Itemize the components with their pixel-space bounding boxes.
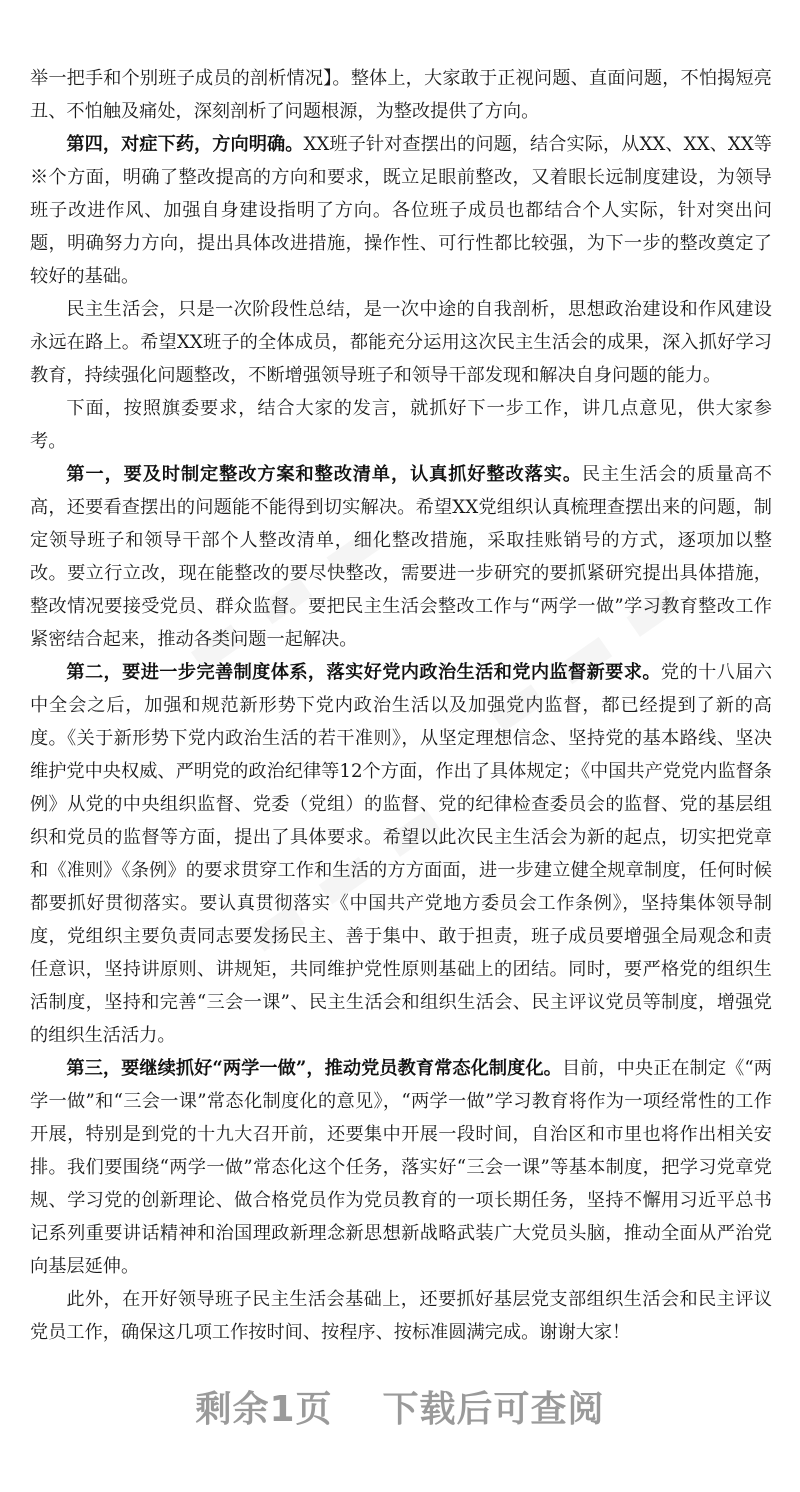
paragraph-6	[30, 656, 772, 1052]
remaining-pages-label: 剩余1页	[195, 1389, 333, 1430]
document-body	[30, 62, 772, 1349]
remaining-pages-banner[interactable]	[0, 1384, 800, 1436]
paragraph-text: 举一把手和个别班子成员的剖析情况】。整体上，大家敢于正视问题、直面问题，不怕揭短亮丑、不怕触及痛处，深刻剖析了问题根源，为整改提供了方向。	[30, 68, 772, 122]
paragraph-text: 民主生活会的质量高不高，还要看查摆出的问题能不能得到切实解决。希望XX党组织认真梳理查摆出来的问题，制定领导班子和领导干部个人整改清单，细化整改措施，采取挂账销号的方式，逐项加以整改。要立行立改，现在能整改的要尽快整改，需要进一步研究的要抓紧研究提出具体措施，整改情况要接受党员、群众监督。要把民主生活会整改工作与“两学一做”学习教育整改工作紧密结合起来，推动各类问题一起解决。	[30, 464, 772, 650]
paragraph-text: 下面，按照旗委要求，结合大家的发言，就抓好下一步工作，讲几点意见，供大家参考。	[30, 398, 772, 452]
paragraph-8	[30, 1283, 772, 1349]
download-hint-label: 下载后可查阅	[382, 1389, 605, 1430]
paragraph-text: 民主生活会，只是一次阶段性总结，是一次中途的自我剖析，思想政治建设和作风建设永远在路上。希望XX班子的全体成员，都能充分运用这次民主生活会的成果，深入抓好学习教育，持续强化问题整改，不断增强领导班子和领导干部发现和解决自身问题的能力。	[30, 299, 772, 386]
paragraph-lead: 第二，要进一步完善制度体系，落实好党内政治生活和党内监督新要求。	[66, 662, 661, 683]
paragraph-3	[30, 293, 772, 392]
paragraph-text: 此外，在开好领导班子民主生活会基础上，还要抓好基层党支部组织生活会和民主评议党员工作，确保这几项工作按时间、按程序、按标准圆满完成。谢谢大家！	[30, 1289, 772, 1343]
paragraph-7	[30, 1052, 772, 1283]
paragraph-text: XX班子针对查摆出的问题，结合实际，从XX、XX、XX等※个方面，明确了整改提高的方向和要求，既立足眼前整改，又着眼长远制度建设，为领导班子改进作风、加强自身建设指明了方向。各位班子成员也都结合个人实际，针对突出问题，明确努力方向，提出具体改进措施，操作性、可行性都比较强，为下一步的整改奠定了较好的基础。	[30, 134, 772, 287]
paragraph-lead: 第三，要继续抓好“两学一做”，推动党员教育常态化制度化。	[66, 1058, 562, 1079]
paragraph-lead: 第一，要及时制定整改方案和整改清单，认真抓好整改落实。	[66, 464, 582, 485]
paragraph-lead: 第四，对症下药，方向明确。	[66, 134, 304, 155]
paragraph-text: 党的十八届六中全会之后，加强和规范新形势下党内政治生活以及加强党内监督，都已经提到了新的高度。《关于新形势下党内政治生活的若干准则》，从坚定理想信念、坚持党的基本路线、坚决维护党中央权威、严明党的政治纪律等12个方面，作出了具体规定；《中国共产党党内监督条例》从党的中央组织监督、党委（党组）的监督、党的纪律检查委员会的监督、党的基层组织和党员的监督等方面，提出了具体要求。希望以此次民主生活会为新的起点，切实把党章和《准则》《条例》的要求贯穿工作和生活的方方面面，进一步建立健全规章制度，任何时候都要抓好贯彻落实。要认真贯彻落实《中国共产党地方委员会工作条例》，坚持集体领导制度，党组织主要负责同志要发扬民主、善于集中、敢于担责，班子成员要增强全局观念和责任意识，坚持讲原则、讲规矩，共同维护党性原则基础上的团结。同时，要严格党的组织生活制度，坚持和完善“三会一课”、民主生活会和组织生活会、民主评议党员等制度，增强党的组织生活活力。	[30, 662, 772, 1046]
paragraph-1	[30, 62, 772, 128]
paragraph-5	[30, 458, 772, 656]
paragraph-4	[30, 392, 772, 458]
paragraph-2	[30, 128, 772, 293]
paragraph-text: 目前，中央正在制定《“两学一做”和“三会一课”常态化制度化的意见》，“两学一做”学习教育将作为一项经常性的工作开展，特别是到党的十九大召开前，还要集中开展一段时间，自治区和市里也将作出相关安排。我们要围绕“两学一做”常态化这个任务，落实好“三会一课”等基本制度，把学习党章党规、学习党的创新理论、做合格党员作为党员教育的一项长期任务，坚持不懈用习近平总书记系列重要讲话精神和治国理政新理念新思想新战略武装广大党员头脑，推动全面从严治党向基层延伸。	[30, 1058, 772, 1277]
